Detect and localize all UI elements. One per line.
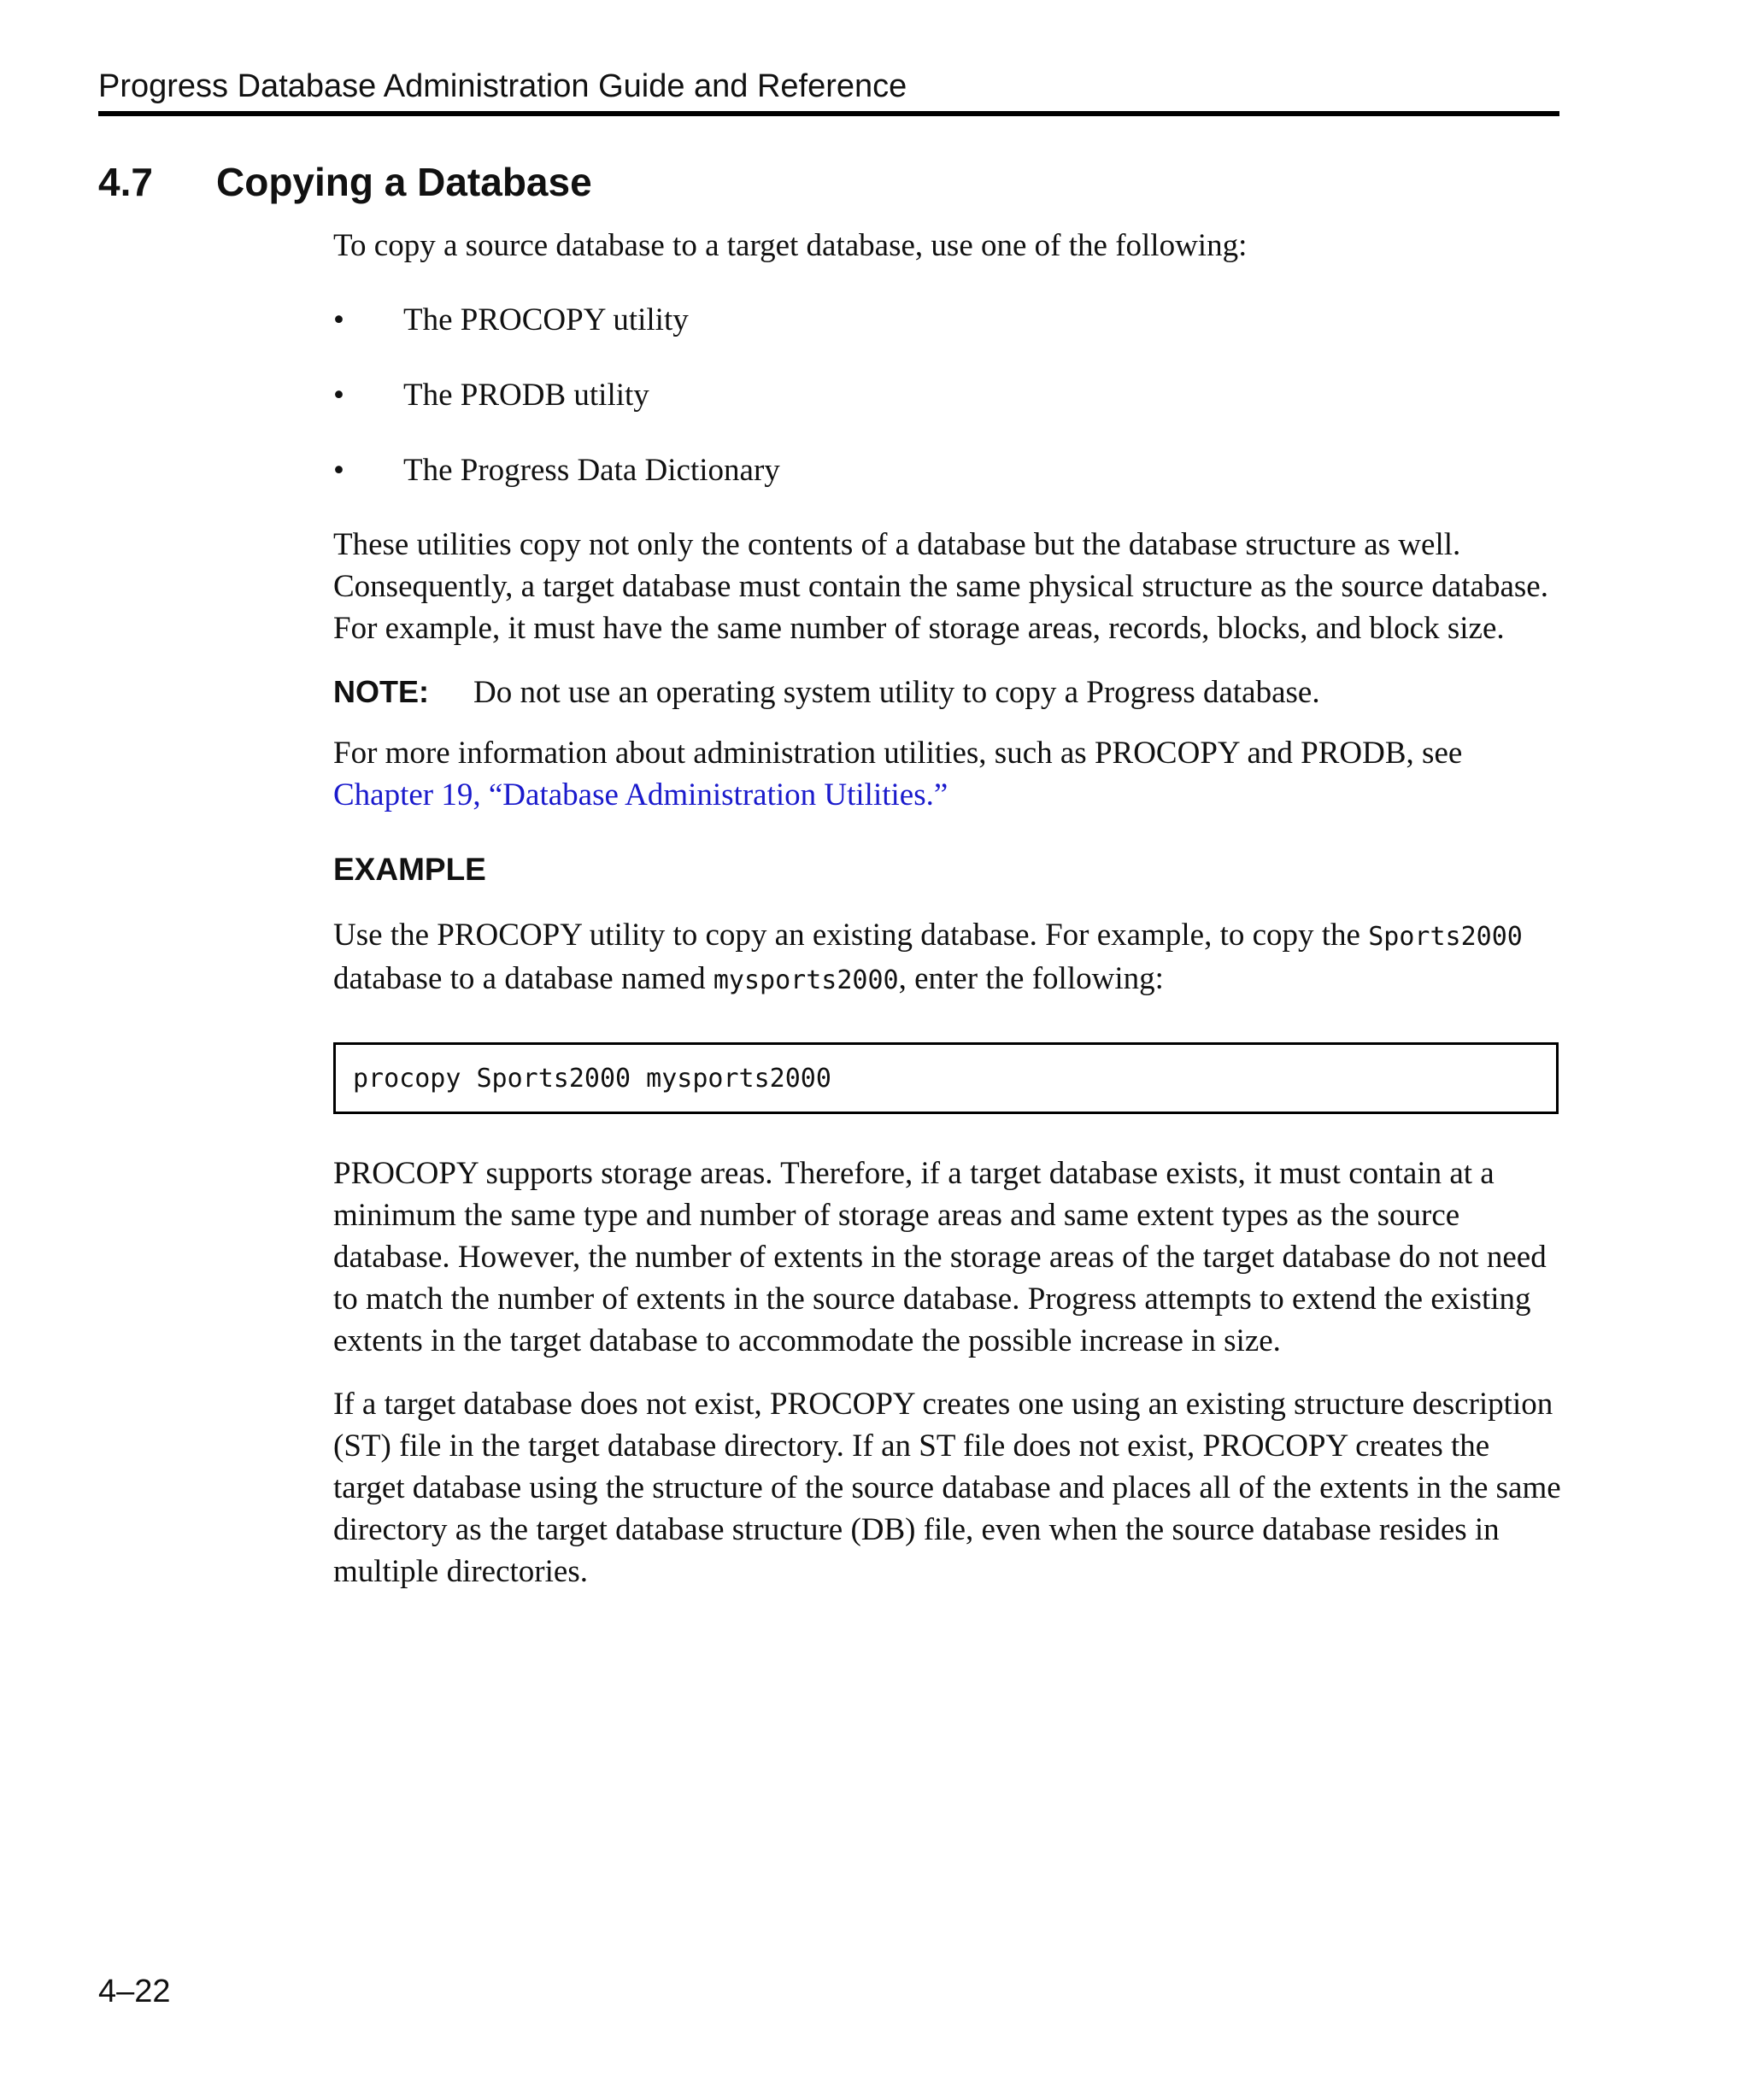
bullet-icon: • [333,453,344,488]
paragraph-line: database. However, the number of extents in the storage areas of the target database do not need [333,1240,1547,1275]
note-label: NOTE: [333,674,429,709]
example-paragraph [333,914,1564,1001]
note [333,671,1564,713]
example-text: , enter the following: [898,961,1164,996]
structure-paragraph [333,524,1564,649]
paragraph-line: target database using the structure of the source database and places all of the extents in the same [333,1470,1561,1505]
paragraph-line: PROCOPY supports storage areas. Therefore, if a target database exists, it must contain at a [333,1156,1495,1191]
nonexist-paragraph [333,1383,1564,1593]
more-info-paragraph [333,732,1564,816]
paragraph-line [333,914,1564,958]
inline-code-sports2000: Sports2000 [1368,922,1523,952]
running-header: Progress Database Administration Guide and Reference [98,68,907,104]
header-rule [98,111,1559,116]
note-text: Do not use an operating system utility to copy a Progress database. [473,675,1320,710]
paragraph-line: If a target database does not exist, PROCOPY creates one using an existing structure description [333,1387,1553,1422]
paragraph-line: (ST) file in the target database directory. If an ST file does not exist, PROCOPY creates the [333,1428,1490,1464]
example-text: database to a database named [333,961,714,996]
paragraph-line: For example, it must have the same number of storage areas, records, blocks, and block size. [333,611,1505,646]
bullet-icon: • [333,302,344,337]
code-block [333,1042,1559,1114]
paragraph-line: Consequently, a target database must contain the same physical structure as the source database. [333,569,1548,604]
storage-paragraph [333,1153,1564,1362]
list-item-text: The PROCOPY utility [403,302,689,337]
example-text: Use the PROCOPY utility to copy an existing database. For example, to copy the [333,918,1369,953]
paragraph-line: minimum the same type and number of storage areas and same extent types as the source [333,1198,1460,1233]
chapter-19-link[interactable]: Chapter 19, “Database Administration Utilities.” [333,777,948,812]
list-item-text: The PRODB utility [403,378,649,413]
list-item-text: The Progress Data Dictionary [403,453,780,488]
inline-code-mysports2000: mysports2000 [713,965,899,995]
paragraph-line: to match the number of extents in the source database. Progress attempts to extend the existing [333,1282,1531,1317]
bullet-icon: • [333,378,344,413]
paragraph-line [333,958,1564,1001]
section-title: Copying a Database [216,160,592,204]
paragraph-line: multiple directories. [333,1554,588,1589]
section-number: 4.7 [98,160,153,204]
code-command: procopy Sports2000 mysports2000 [353,1064,831,1094]
paragraph-line: extents in the target database to accommodate the possible increase in size. [333,1323,1281,1358]
paragraph-line: For more information about administration utilities, such as PROCOPY and PRODB, see [333,736,1463,771]
intro-paragraph: To copy a source database to a target database, use one of the following: [333,228,1248,263]
paragraph-line: These utilities copy not only the contents of a database but the database structure as well. [333,527,1461,562]
example-heading: EXAMPLE [333,852,486,887]
paragraph-line: directory as the target database structure (DB) file, even when the source database resides in [333,1512,1500,1547]
section-heading [98,159,592,205]
page-number: 4–22 [98,1974,171,2009]
